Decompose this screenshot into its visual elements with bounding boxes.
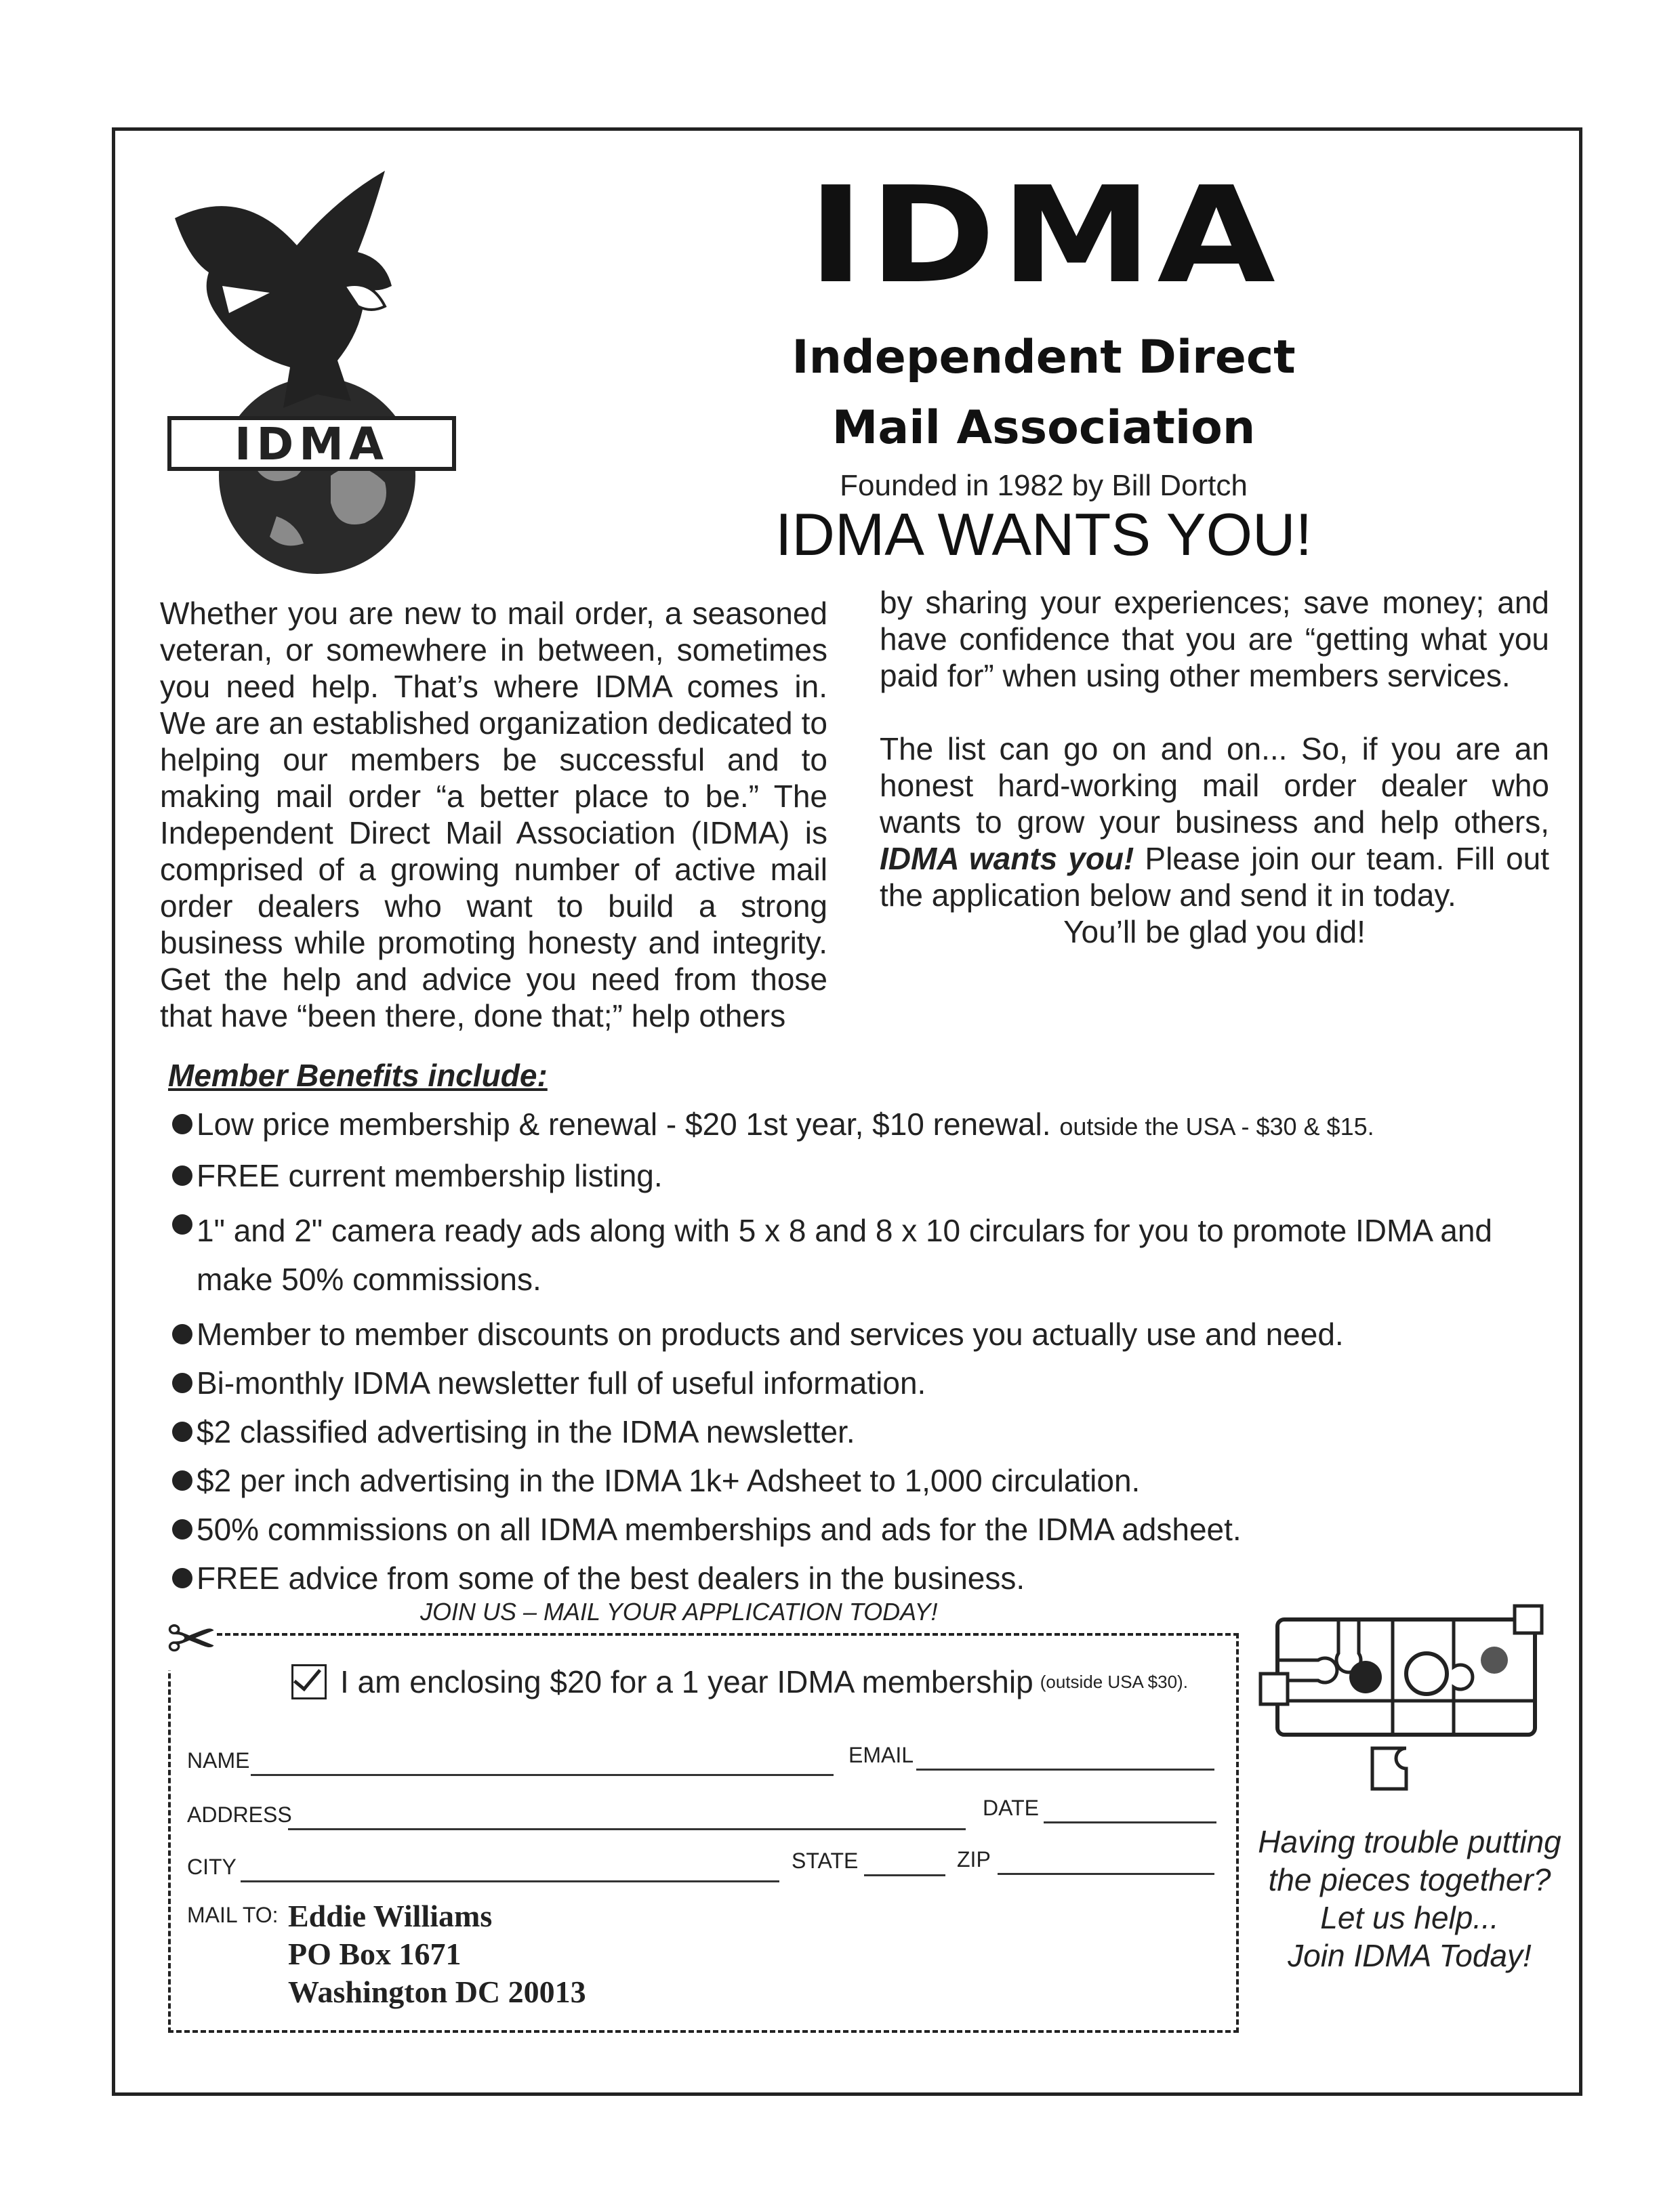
benefit-item [168,1206,1564,1304]
brand-title: IDMA [807,159,1280,313]
bullet-icon [172,1324,192,1344]
intro-right-p2 [880,730,1549,950]
benefits-section [168,1057,1564,1596]
state-label: STATE [792,1849,859,1873]
email-field[interactable] [916,1769,1214,1771]
benefit-item [168,1157,1564,1194]
benefit-item [168,1106,1564,1145]
benefit-text: $2 classified advertising in the IDMA newsletter. [197,1414,855,1449]
idma-eagle-logo [161,157,480,577]
bullet-icon [172,1568,192,1588]
founded-line: Founded in 1982 by Bill Dortch [840,469,1248,502]
tagline-line3: Let us help... [1320,1900,1499,1935]
membership-checkbox[interactable] [291,1664,327,1699]
benefit-fine-print: outside the USA - $30 & $15. [1059,1113,1374,1140]
tagline-line2: the pieces together? [1268,1862,1551,1897]
join-cta: JOIN US – MAIL YOUR APPLICATION TODAY! [420,1598,938,1626]
zip-field[interactable] [998,1873,1214,1875]
bullet-icon [172,1470,192,1491]
name-field[interactable] [251,1774,834,1776]
date-label: DATE [983,1796,1039,1820]
membership-checkbox-row[interactable] [291,1664,1188,1700]
mail-to-label: MAIL TO: [187,1903,279,1927]
address-field[interactable] [288,1828,966,1830]
intro-left-column: Whether you are new to mail order, a seasoned veteran, or somewhere in between, sometimes you need help. That’s where IDMA comes in. We are an established organization dedicated to helping our members be successful and to making mail order “a better place to be.” The Independent Direct Mail Association (IDMA) is comprised of a growing number of active mail order dealers who want to build a strong business while promoting honesty and integrity. Get the help and advice you need from those that have “been there, done that;” help others [160,596,827,1033]
benefit-text: FREE advice from some of the best dealers in the business. [197,1561,1025,1596]
benefit-item [168,1462,1564,1499]
intro-right-p2-b: Please join our team. Fill out the application below and send it in today. [880,841,1550,913]
intro-right-p1: by sharing your experiences; save money; and have confidence that you are “getting what you paid for” when using other members services. [880,585,1549,693]
bullet-icon [172,1373,192,1393]
mailing-address [288,1897,586,2011]
benefit-item [168,1413,1564,1450]
bullet-icon [172,1214,192,1235]
mail-to-name: Eddie Williams [288,1899,493,1933]
bullet-icon [172,1519,192,1540]
zip-label: ZIP [957,1847,991,1872]
benefit-item [168,1365,1564,1401]
address-label: ADDRESS [187,1802,292,1827]
date-field[interactable] [1044,1821,1216,1823]
puzzle-pieces-icon [1257,1592,1555,1802]
benefit-text: 1" and 2" camera ready ads along with 5 x 8 and 8 x 10 circulars for you to promote IDMA and make 50% commissions. [197,1213,1493,1297]
city-label: CITY [187,1855,237,1879]
puzzle-tagline [1240,1823,1579,1975]
benefit-item [168,1560,1564,1596]
enclosing-fine-print: (outside USA $30). [1040,1671,1188,1692]
benefit-text: Bi-monthly IDMA newsletter full of useful information. [197,1365,926,1401]
tagline-line4: Join IDMA Today! [1288,1938,1532,1973]
logo-text: IDMA [234,418,390,470]
intro-closing: You’ll be glad you did! [1063,914,1366,949]
intro-right-column [880,584,1549,987]
name-label: NAME [187,1748,250,1773]
intro-emphasis: IDMA wants you! [880,841,1134,876]
association-name-line1: Independent Direct [792,331,1296,384]
intro-right-p2-a: The list can go on and on... So, if you are an honest hard-working mail order dealer who wants to grow your business and help others, [880,731,1549,840]
state-field[interactable] [864,1874,945,1876]
email-label: EMAIL [848,1743,914,1767]
benefit-item [168,1316,1564,1353]
benefit-text: FREE current membership listing. [197,1158,663,1193]
benefit-item [168,1511,1564,1548]
mail-to-city: Washington DC 20013 [288,1975,586,2009]
enclosing-label: I am enclosing $20 for a 1 year IDMA membership [340,1664,1033,1699]
association-name-line2: Mail Association [832,401,1256,455]
headline: IDMA WANTS YOU! [775,501,1313,568]
benefit-text: 50% commissions on all IDMA memberships and ads for the IDMA adsheet. [197,1512,1242,1547]
benefits-title: Member Benefits include: [168,1058,548,1093]
city-field[interactable] [241,1880,779,1882]
scissors-icon: ✂ [166,1606,218,1674]
bullet-icon [172,1422,192,1442]
benefit-text: Low price membership & renewal - $20 1st year, $10 renewal. [197,1107,1051,1142]
benefit-text: $2 per inch advertising in the IDMA 1k+ Adsheet to 1,000 circulation. [197,1463,1141,1498]
brand-block [705,159,1382,503]
mail-to-street: PO Box 1671 [288,1937,462,1971]
benefit-text: Member to member discounts on products and services you actually use and need. [197,1317,1344,1352]
tagline-line1: Having trouble putting [1258,1824,1561,1859]
globe-icon [219,377,415,574]
bullet-icon [172,1114,192,1134]
bullet-icon [172,1165,192,1186]
